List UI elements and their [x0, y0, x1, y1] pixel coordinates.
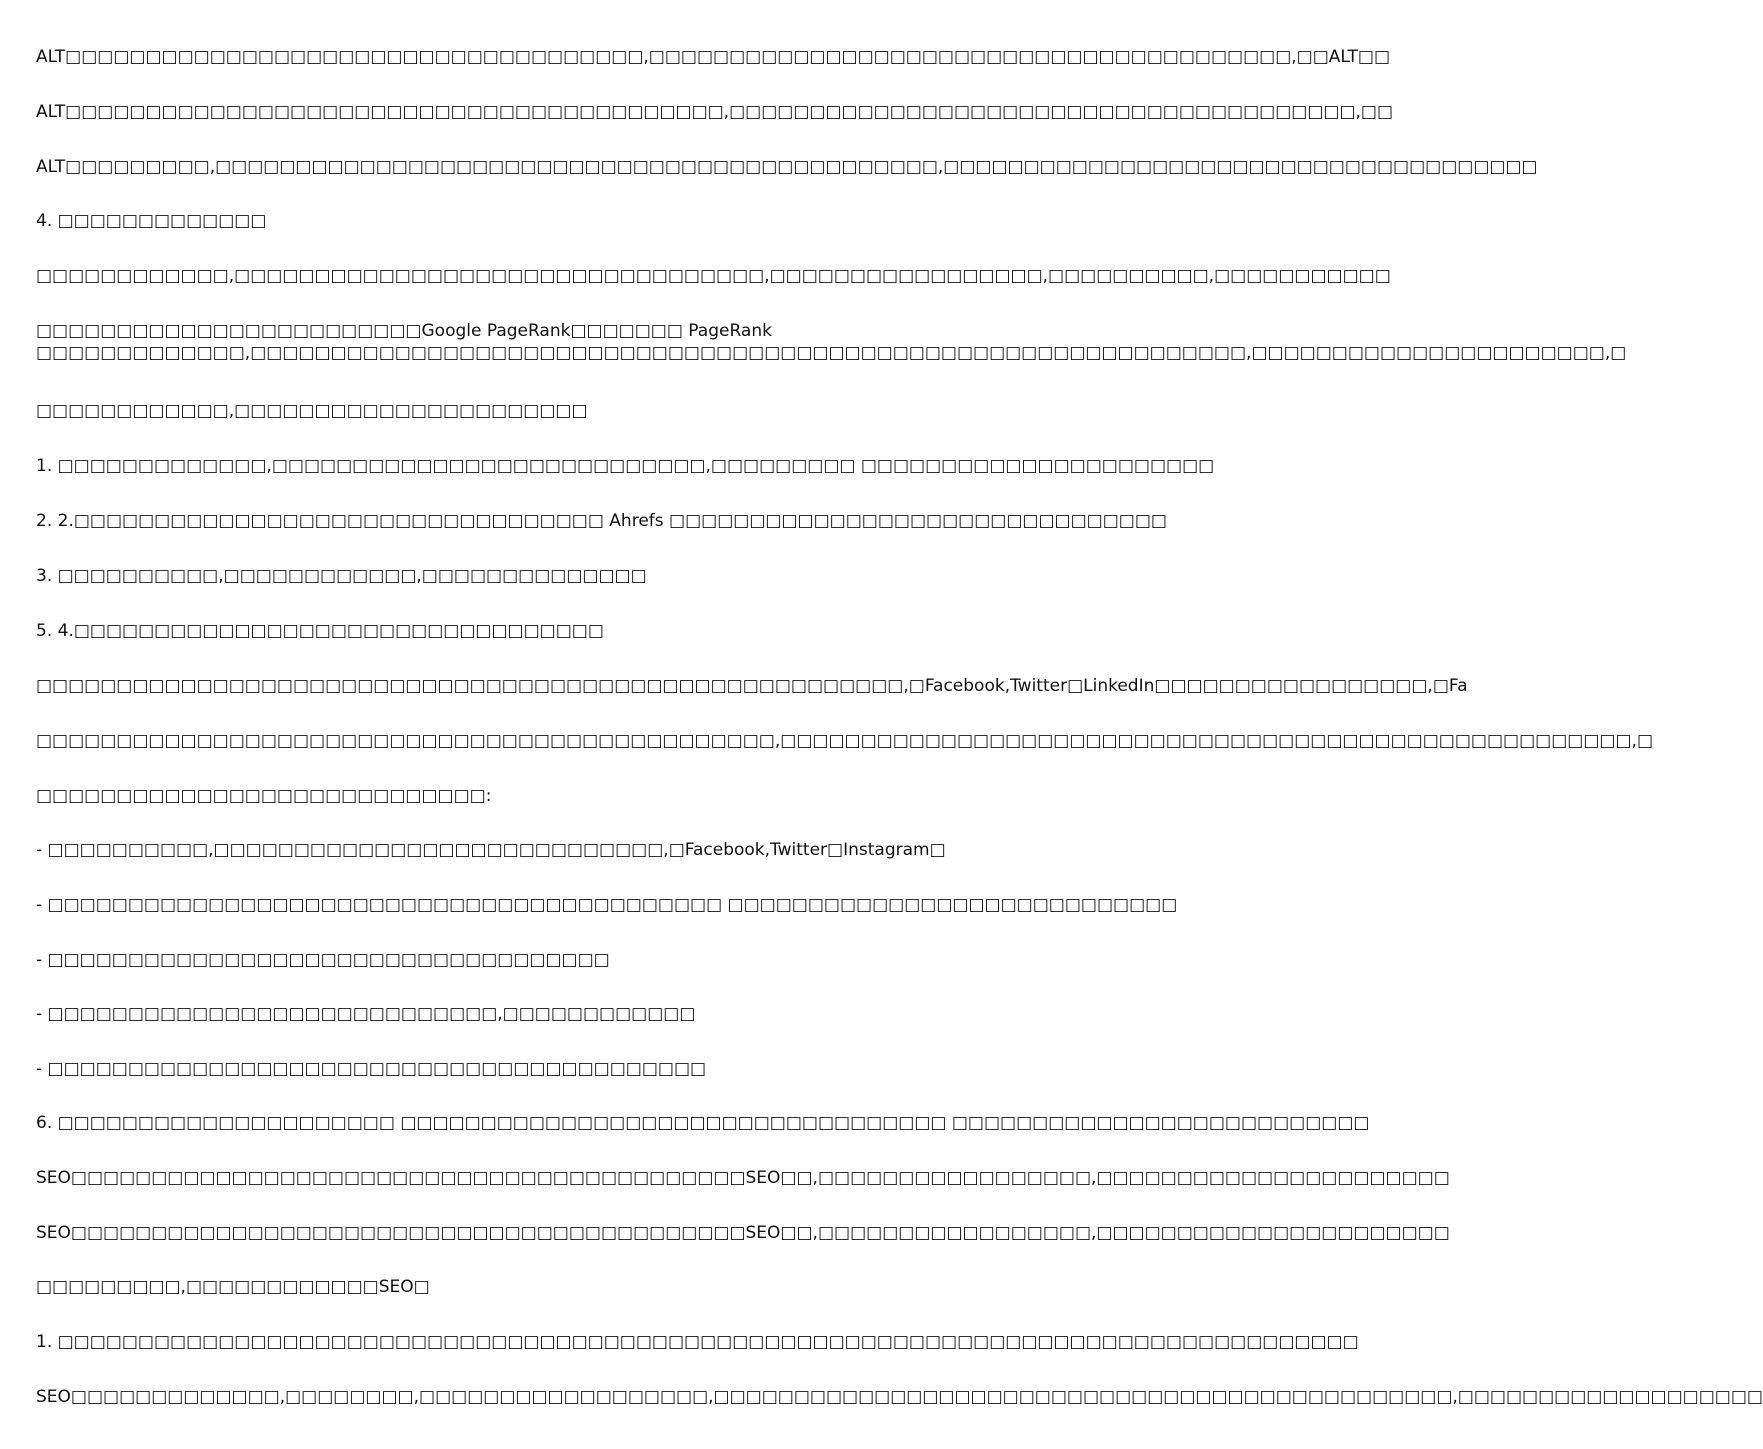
paragraph: ALT□□□□□□□□□,□□□□□□□□□□□□□□□□□□□□□□□□□□□□□□□□□□□□□□□□□□□□□,□□□□□□□□□□□□□□□□□□□□□□□□□□□□□□□□□□□□□ [36, 157, 1538, 177]
list-item: - □□□□□□□□□□□□□□□□□□□□□□□□□□□□□□□□□□□□□□□□□ [36, 1059, 707, 1079]
section-heading: 4. □□□□□□□□□□□□□ [36, 211, 267, 231]
paragraph-line: □□□□□□□□□□□□□□□□□□□□□□□□Google PageRank□□□□□□□ PageRank [36, 321, 772, 341]
paragraph-line: □□□□□□□□□□□□□,□□□□□□□□□□□□□□□□□□□□□□□□□□□□□□□□□□□□□□□□□□□□□□□□□□□□□□□□□□□□□□,□□□□□□□□□□□□□□□□□□□□□□,□ [36, 343, 1627, 363]
paragraph: □□□□□□□□□□□□,□□□□□□□□□□□□□□□□□□□□□□□□□□□□□□□□□,□□□□□□□□□□□□□□□□□,□□□□□□□□□□,□□□□□□□□□□□ [36, 266, 1391, 286]
paragraph: □□□□□□□□□,□□□□□□□□□□□□SEO□ [36, 1277, 430, 1297]
list-item: 3. □□□□□□□□□□,□□□□□□□□□□□□,□□□□□□□□□□□□□□ [36, 566, 647, 586]
paragraph: □□□□□□□□□□□□,□□□□□□□□□□□□□□□□□□□□□□ [36, 401, 588, 421]
paragraph: □□□□□□□□□□□□□□□□□□□□□□□□□□□□□□□□□□□□□□□□□□□□□□,□□□□□□□□□□□□□□□□□□□□□□□□□□□□□□□□□□□□□□□□□□□□□□□□□□□□□,□ [36, 731, 1654, 751]
paragraph: □□□□□□□□□□□□□□□□□□□□□□□□□□□□: [36, 786, 492, 806]
paragraph: SEO□□□□□□□□□□□□□,□□□□□□□□,□□□□□□□□□□□□□□□□□□,□□□□□□□□□□□□□□□□□□□□□□□□□□□□□□□□□□□□□□□□□□□□□□,□□□□□□□□□□□□□□□□□□□ [36, 1387, 1763, 1407]
list-item: - □□□□□□□□□□□□□□□□□□□□□□□□□□□□□□□□□□□□□□□□□□ □□□□□□□□□□□□□□□□□□□□□□□□□□□□ [36, 895, 1178, 915]
section-heading: 6. □□□□□□□□□□□□□□□□□□□□□ □□□□□□□□□□□□□□□□□□□□□□□□□□□□□□□□□□ □□□□□□□□□□□□□□□□□□□□□□□□□□ [36, 1113, 1370, 1133]
paragraph: ALT□□□□□□□□□□□□□□□□□□□□□□□□□□□□□□□□□□□□,□□□□□□□□□□□□□□□□□□□□□□□□□□□□□□□□□□□□□□□□,□□ALT□□ [36, 47, 1391, 67]
paragraph: SEO□□□□□□□□□□□□□□□□□□□□□□□□□□□□□□□□□□□□□□□□□□SEO□□,□□□□□□□□□□□□□□□□□,□□□□□□□□□□□□□□□□□□□□□□ [36, 1168, 1450, 1188]
list-item: 2. 2.□□□□□□□□□□□□□□□□□□□□□□□□□□□□□□□□□ Ahrefs □□□□□□□□□□□□□□□□□□□□□□□□□□□□□□□ [36, 511, 1167, 531]
list-item: - □□□□□□□□□□□□□□□□□□□□□□□□□□□□□□□□□□□ [36, 950, 610, 970]
paragraph: ALT□□□□□□□□□□□□□□□□□□□□□□□□□□□□□□□□□□□□□□□□□,□□□□□□□□□□□□□□□□□□□□□□□□□□□□□□□□□□□□□□□,□□ [36, 102, 1394, 122]
list-item: - □□□□□□□□□□□□□□□□□□□□□□□□□□□□,□□□□□□□□□□□□ [36, 1004, 696, 1024]
document-page [36, 0, 1763, 1449]
list-item: - □□□□□□□□□□,□□□□□□□□□□□□□□□□□□□□□□□□□□□□,□Facebook,Twitter□Instagram□ [36, 840, 946, 860]
paragraph: SEO□□□□□□□□□□□□□□□□□□□□□□□□□□□□□□□□□□□□□□□□□□SEO□□,□□□□□□□□□□□□□□□□□,□□□□□□□□□□□□□□□□□□□□□□ [36, 1223, 1450, 1243]
section-heading: 5. 4.□□□□□□□□□□□□□□□□□□□□□□□□□□□□□□□□□ [36, 621, 604, 641]
list-item: 1. □□□□□□□□□□□□□,□□□□□□□□□□□□□□□□□□□□□□□□□□□,□□□□□□□□□ □□□□□□□□□□□□□□□□□□□□□□ [36, 456, 1215, 476]
paragraph: □□□□□□□□□□□□□□□□□□□□□□□□□□□□□□□□□□□□□□□□□□□□□□□□□□□□□□,□Facebook,Twitter□LinkedIn□□□□□□□□□□□□□□□□□,□Fa [36, 676, 1468, 696]
paragraph [36, 320, 1627, 364]
list-item: 1. □□□□□□□□□□□□□□□□□□□□□□□□□□□□□□□□□□□□□□□□□□□□□□□□□□□□□□□□□□□□□□□□□□□□□□□□□□□□□□□□□ [36, 1332, 1359, 1352]
